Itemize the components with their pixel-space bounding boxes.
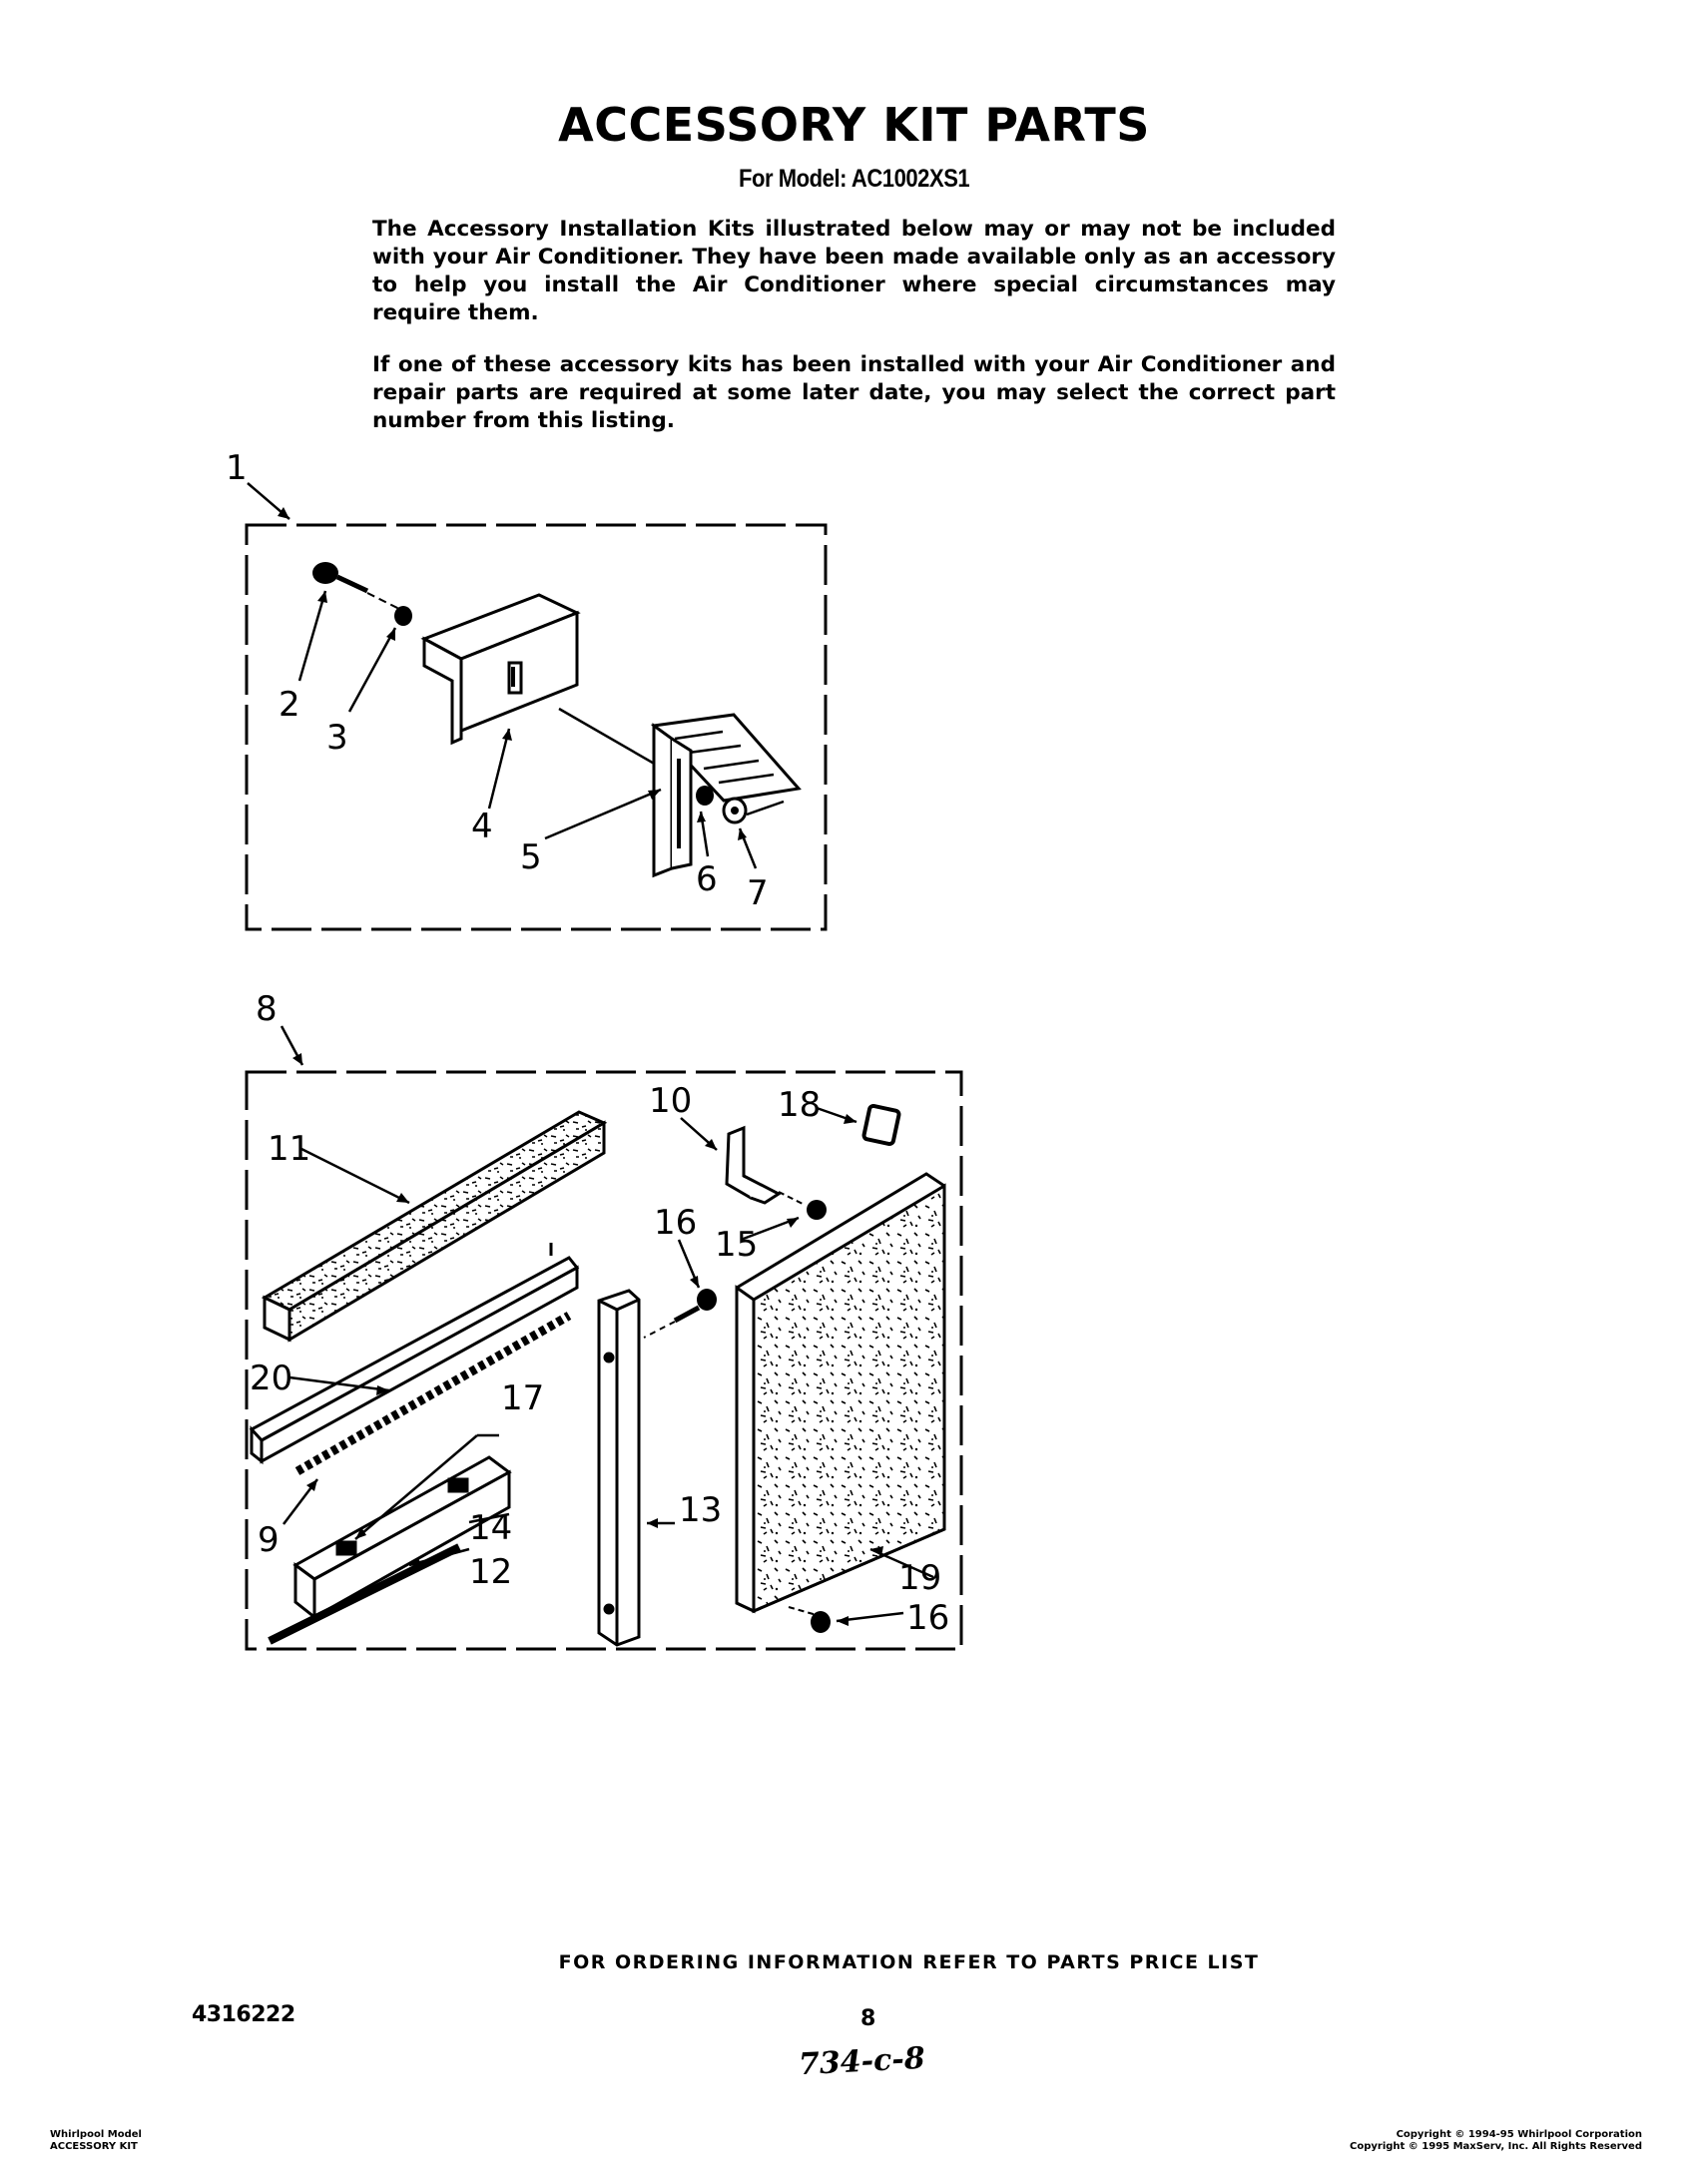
footer-left-line-2: ACCESSORY KIT	[50, 2141, 138, 2152]
kit-8-label: 8	[256, 989, 278, 1029]
channel-part-13	[599, 1291, 639, 1645]
callout-10: 10	[649, 1081, 693, 1121]
callout-2: 2	[279, 685, 300, 725]
intro-paragraph-1: The Accessory Installation Kits illustrated below may or may not be included with your Air Conditioner. They have been made available only as an accessory to help you install the Air Conditioner where special circumstances may require them.	[372, 217, 1336, 325]
callout-16-upper: 16	[654, 1203, 698, 1243]
callout-15: 15	[715, 1225, 759, 1265]
callout-13: 13	[679, 1490, 723, 1530]
callout-3: 3	[326, 718, 348, 758]
intro-paragraph-2: If one of these accessory kits has been installed with your Air Conditioner and repair parts are required at some later date, you may select the correct part number from this listing.	[372, 352, 1336, 433]
wood-strip-part-11	[265, 1112, 604, 1340]
screw-part-2	[312, 562, 367, 591]
bracket-part-4	[424, 595, 577, 743]
callout-18: 18	[778, 1085, 822, 1125]
footer-left	[50, 2129, 142, 2153]
callout-7: 7	[747, 873, 769, 913]
screw-part-16-lower	[789, 1607, 831, 1633]
screw-part-15	[779, 1192, 827, 1220]
clip-part-10	[727, 1128, 779, 1203]
callout-12: 12	[469, 1552, 513, 1592]
callout-11: 11	[268, 1129, 311, 1169]
kit-1-group	[226, 448, 826, 929]
page-title: ACCESSORY KIT PARTS	[558, 98, 1150, 152]
callout-6: 6	[696, 859, 718, 899]
angle-bracket-part-5	[654, 715, 799, 875]
callout-14: 14	[469, 1508, 513, 1548]
panel-part-19	[737, 1174, 944, 1611]
washer-part-3	[394, 606, 412, 626]
model-line: For Model: AC1002XS1	[739, 165, 970, 193]
callout-4: 4	[471, 807, 493, 846]
copyright-line-1: Copyright © 1994-95 Whirlpool Corporation	[1396, 2129, 1642, 2140]
kit-8-group	[247, 989, 961, 1649]
ordering-note: FOR ORDERING INFORMATION REFER TO PARTS PRICE LIST	[558, 1951, 1260, 1973]
page-number: 8	[860, 2006, 876, 2031]
footer-left-line-1: Whirlpool Model	[50, 2129, 142, 2140]
callout-20: 20	[250, 1359, 293, 1398]
handwritten-note: 734-c-8	[798, 2040, 926, 2083]
plug-part-18	[863, 1105, 899, 1144]
kit-1-label: 1	[226, 448, 248, 488]
document-number: 4316222	[192, 2002, 295, 2027]
callout-5: 5	[520, 837, 542, 877]
nut-part-6	[696, 786, 714, 806]
screw-part-16-upper	[675, 1289, 717, 1321]
callout-17: 17	[501, 1378, 545, 1418]
copyright-line-2: Copyright © 1995 MaxServ, Inc. All Rights Reserved	[1350, 2141, 1642, 2152]
callout-9: 9	[258, 1520, 280, 1560]
callout-16-lower: 16	[906, 1598, 950, 1638]
footer-right	[1350, 2129, 1642, 2153]
callout-19: 19	[898, 1558, 942, 1598]
